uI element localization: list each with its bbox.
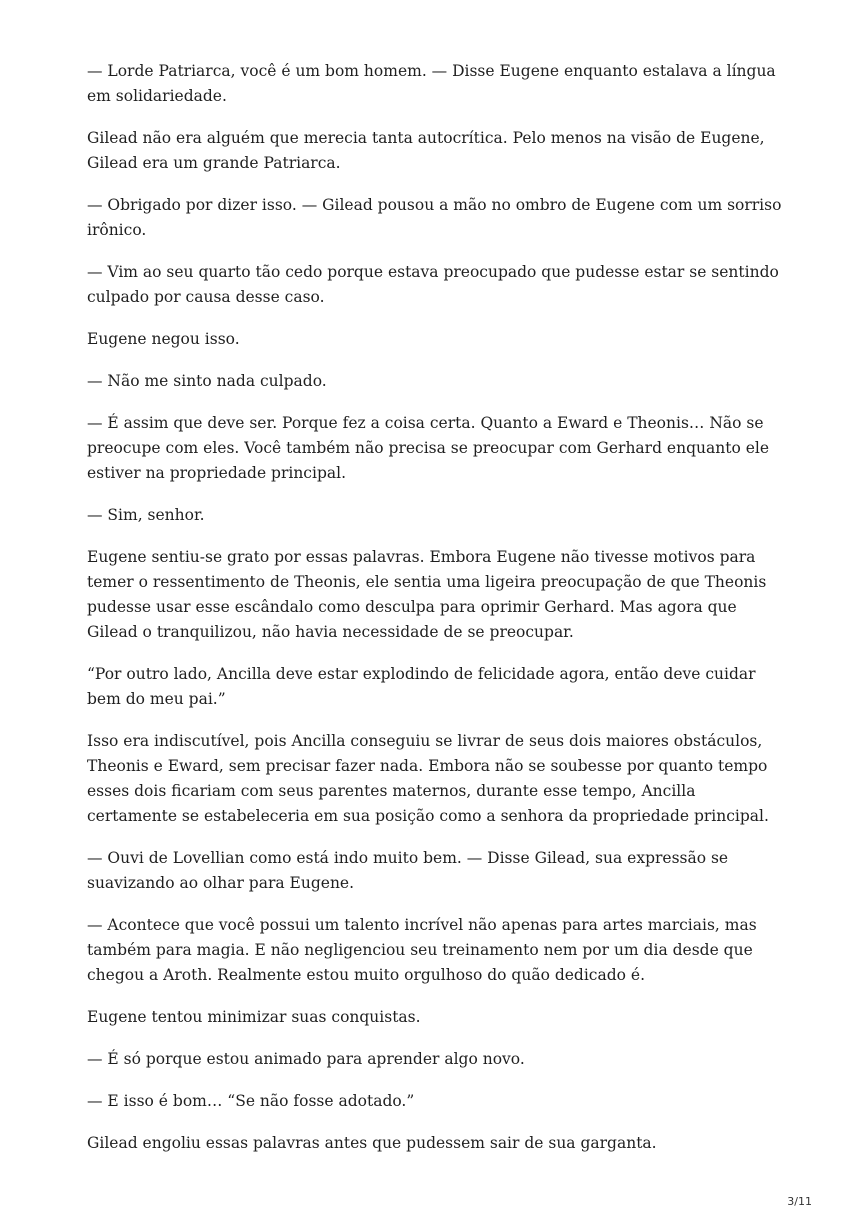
- paragraph: Gilead não era alguém que merecia tanta autocrítica. Pelo menos na visão de Eugene, Gilead era um grande Patriarca.: [87, 129, 765, 172]
- paragraph: Eugene negou isso.: [87, 330, 240, 348]
- paragraph: — É só porque estou animado para aprender algo novo.: [87, 1050, 525, 1068]
- page-number: 3/11: [787, 1195, 812, 1208]
- paragraph: — Obrigado por dizer isso. — Gilead pousou a mão no ombro de Eugene com um sorriso irônico.: [87, 196, 782, 239]
- paragraph: — É assim que deve ser. Porque fez a coisa certa. Quanto a Eward e Theonis… Não se preocupe com eles. Você também não precisa se preocupar com Gerhard enquanto ele estiver na propriedade principal.: [87, 414, 769, 482]
- document-body: [87, 59, 787, 1173]
- paragraph: — Acontece que você possui um talento incrível não apenas para artes marciais, mas também para magia. E não negligenciou seu treinamento nem por um dia desde que chegou a Aroth. Realmente estou muito orgulhoso do quão dedicado é.: [87, 916, 757, 984]
- paragraph: — E isso é bom… “Se não fosse adotado.”: [87, 1092, 415, 1110]
- paragraph: Eugene tentou minimizar suas conquistas.: [87, 1008, 421, 1026]
- paragraph: — Vim ao seu quarto tão cedo porque estava preocupado que pudesse estar se sentindo culpado por causa desse caso.: [87, 263, 779, 306]
- paragraph: Isso era indiscutível, pois Ancilla conseguiu se livrar de seus dois maiores obstáculos, Theonis e Eward, sem precisar fazer nada. Embora não se soubesse por quanto tempo esses dois ficariam com seus parentes maternos, durante esse tempo, Ancilla certamente se estabeleceria em sua posição como a senhora da propriedade principal.: [87, 732, 769, 825]
- paragraph: “Por outro lado, Ancilla deve estar explodindo de felicidade agora, então deve cuidar bem do meu pai.”: [87, 665, 756, 708]
- paragraph: — Sim, senhor.: [87, 506, 205, 524]
- paragraph: — Não me sinto nada culpado.: [87, 372, 327, 390]
- paragraph: Eugene sentiu-se grato por essas palavras. Embora Eugene não tivesse motivos para temer o ressentimento de Theonis, ele sentia uma ligeira preocupação de que Theonis pudesse usar esse escândalo como desculpa para oprimir Gerhard. Mas agora que Gilead o tranquilizou, não havia necessidade de se preocupar.: [87, 548, 767, 641]
- paragraph: Gilead engoliu essas palavras antes que pudessem sair de sua garganta.: [87, 1134, 657, 1152]
- paragraph: — Ouvi de Lovellian como está indo muito bem. — Disse Gilead, sua expressão se suavizando ao olhar para Eugene.: [87, 849, 729, 892]
- paragraph: — Lorde Patriarca, você é um bom homem. — Disse Eugene enquanto estalava a língua em solidariedade.: [87, 62, 776, 105]
